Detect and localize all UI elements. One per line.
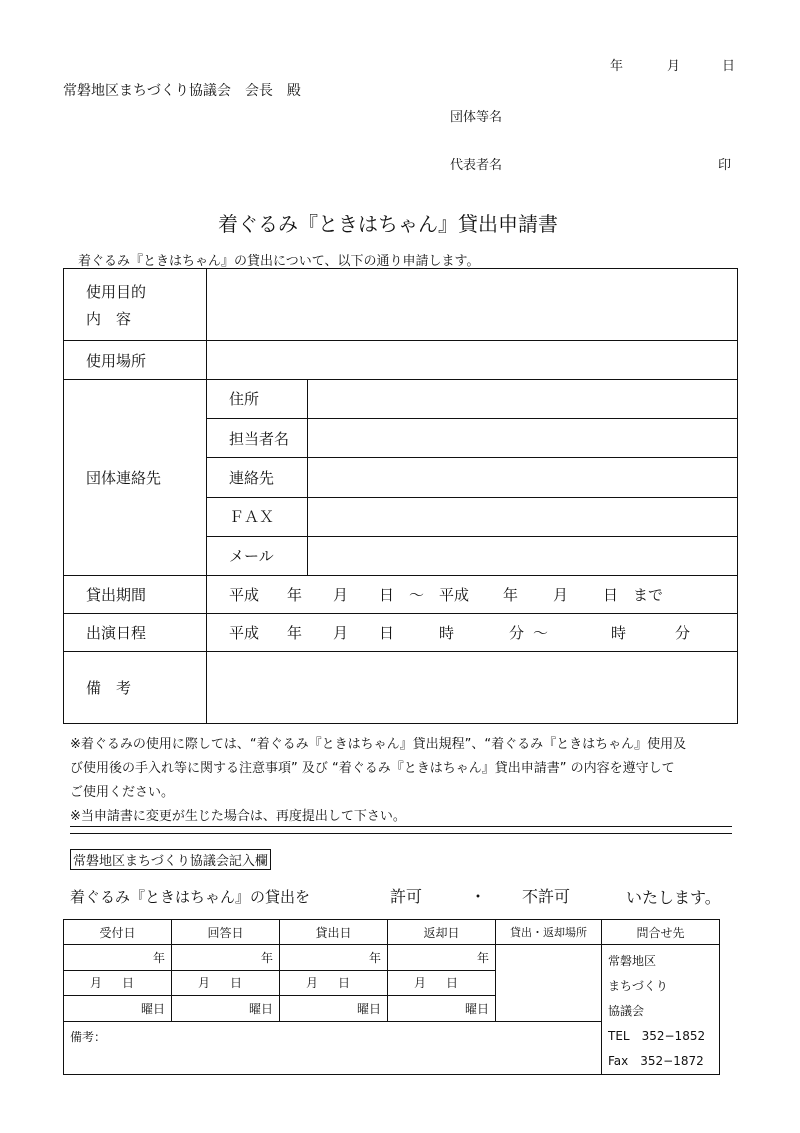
office-remarks-field[interactable] [64,1021,602,1074]
return-weekday-cell[interactable]: 曜日 [388,996,496,1022]
contact-fax-field[interactable] [308,497,738,536]
reply-month: 月 [197,976,210,991]
return-month: 月 [413,976,426,991]
org-name-label: 団体等名 [450,110,503,125]
seal-label: 印 [718,158,732,173]
note-line-4: ※当申請書に変更が生じた場合は、再度提出して下さい。 [70,809,406,824]
contact-address-field[interactable] [308,380,738,418]
contact-subtable-cell [207,380,738,576]
page-title: 着ぐるみ『ときはちゃん』貸出申請書 [218,212,558,236]
remarks-field[interactable] [207,652,738,724]
col-location: 貸出・返却場所 [496,920,602,945]
date-day-label: 日 [722,59,736,74]
schedule-day: 日 [379,624,395,642]
contact-email-field[interactable] [308,536,738,575]
contact-email-label: メール [207,536,308,575]
inquiry-line-1: 常磐地区 [608,954,657,968]
period-month-1: 月 [333,586,349,604]
schedule-label: 出演日程 [64,614,207,652]
received-month: 月 [89,976,102,991]
purpose-field[interactable] [207,269,738,341]
schedule-year: 年 [287,624,303,642]
inquiry-line-2: まちづくり [608,979,668,993]
date-year-label: 年 [610,59,624,74]
period-until: まで [633,586,664,604]
contact-person-field[interactable] [308,418,738,457]
schedule-hour-2: 時 [611,624,627,642]
addressee: 常磐地区まちづくり協議会 会長 殿 [63,83,301,99]
place-label: 使用場所 [64,341,207,380]
received-day: 日 [122,976,135,991]
period-era-1: 平成 [229,586,260,604]
return-month-day[interactable] [388,970,496,996]
note-line-3: ご使用ください。 [70,785,175,800]
reply-day: 日 [230,976,243,991]
place-field[interactable] [207,341,738,380]
period-year-2: 年 [503,586,519,604]
contact-label: 団体連絡先 [64,380,207,576]
received-weekday-cell[interactable]: 曜日 [64,996,172,1022]
return-day: 日 [446,976,459,991]
inquiry-fax: Fax 352−1872 [608,1054,704,1068]
col-received-date: 受付日 [64,920,172,945]
lend-year-cell[interactable]: 年 [280,945,388,971]
schedule-hour-1: 時 [439,624,455,642]
contact-address-label: 住所 [207,380,308,418]
contact-phone-field[interactable] [308,458,738,497]
inquiry-cell [602,945,720,1075]
received-year-cell[interactable]: 年 [64,945,172,971]
schedule-era: 平成 [229,624,260,642]
lend-weekday-cell[interactable]: 曜日 [280,996,388,1022]
schedule-tilde: 〜 [533,624,549,642]
note-line-1: ※着ぐるみの使用に際しては、“着ぐるみ『ときはちゃん』貸出規程”、“着ぐるみ『ときはちゃん』使用及 [70,737,687,752]
schedule-month: 月 [333,624,349,642]
return-year-cell[interactable]: 年 [388,945,496,971]
representative-label: 代表者名 [450,158,503,173]
col-reply-date: 回答日 [172,920,280,945]
period-day-2: 日 [603,586,619,604]
inquiry-tel: TEL 352−1852 [608,1029,706,1043]
lend-day: 日 [338,976,351,991]
contact-person-label: 担当者名 [207,418,308,457]
period-label: 貸出期間 [64,576,207,614]
content-label: 内 容 [86,309,132,328]
col-return-date: 返却日 [388,920,496,945]
office-remarks-label: 備考： [70,1029,107,1044]
deny-option[interactable]: 不許可 [522,887,571,906]
purpose-label-cell [64,269,207,341]
reply-year-cell[interactable]: 年 [172,945,280,971]
decision-suffix: いたします。 [626,888,721,907]
option-separator: ・ [470,887,487,906]
office-record-table [63,919,720,1075]
lend-month-day[interactable] [280,970,388,996]
period-month-2: 月 [553,586,569,604]
schedule-minute-2: 分 [675,624,691,642]
period-era-2: 平成 [439,586,470,604]
contact-subtable [207,380,737,575]
period-field[interactable] [207,576,738,614]
reply-month-day[interactable] [172,970,280,996]
period-year-1: 年 [287,586,303,604]
date-month-label: 月 [667,59,681,74]
col-lend-date: 貸出日 [280,920,388,945]
received-month-day[interactable] [64,970,172,996]
period-tilde: 〜 [409,586,425,604]
note-line-2: び使用後の手入れ等に関する注意事項” 及び “着ぐるみ『ときはちゃん』貸出申請書” の内容を遵守して [70,761,675,776]
inquiry-line-3: 協議会 [608,1004,645,1018]
lend-month: 月 [305,976,318,991]
application-form-table [63,268,738,724]
decision-prefix: 着ぐるみ『ときはちゃん』の貸出を [70,888,311,906]
contact-fax-label: ＦＡＸ [207,497,308,536]
reply-weekday-cell[interactable]: 曜日 [172,996,280,1022]
period-day-1: 日 [379,586,395,604]
location-field[interactable] [496,945,602,1022]
separator-double-dashed-line [70,826,732,834]
schedule-minute-1: 分 [509,624,525,642]
remarks-label: 備 考 [64,652,207,724]
office-use-label: 常磐地区まちづくり協議会記入欄 [70,849,271,870]
schedule-field[interactable] [207,614,738,652]
intro-text: 着ぐるみ『ときはちゃん』の貸出について、以下の通り申請します。 [78,254,480,269]
permit-option[interactable]: 許可 [390,887,423,906]
contact-phone-label: 連絡先 [207,458,308,497]
col-inquiry: 問合せ先 [602,920,720,945]
purpose-label: 使用目的 [86,282,147,301]
